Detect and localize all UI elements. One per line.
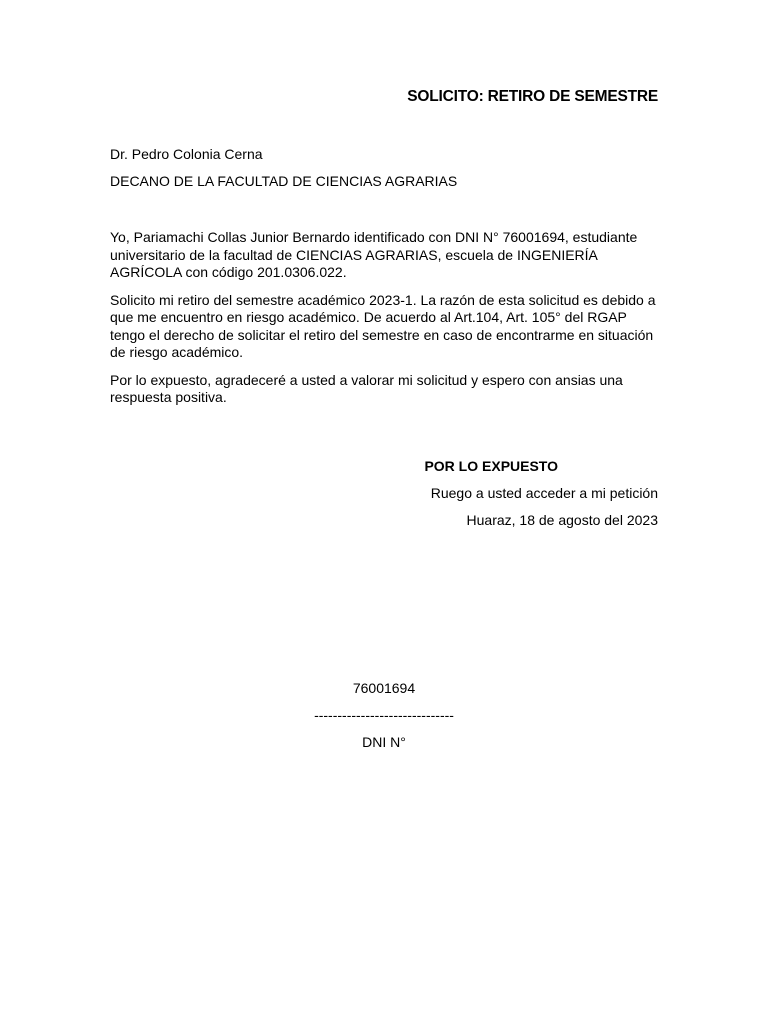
closing-block: [424, 458, 658, 529]
letter-body: [110, 229, 660, 417]
body-paragraph-conclusion: Por lo expuesto, agradeceré a usted a valorar mi solicitud y espero con ansias una respuesta positiva.: [110, 371, 623, 405]
letter-subject: SOLICITO: RETIRO DE SEMESTRE: [407, 88, 658, 105]
body-paragraph-identification: Yo, Pariamachi Collas Junior Bernardo identificado con DNI N° 76001694, estudiante universitario de la facultad de CIENCIAS AGRARIAS, escuela de INGENIERÍA AGRÍCOLA con código 201.0306.022.: [110, 229, 638, 280]
body-paragraph-request: Solicito mi retiro del semestre académico 2023-1. La razón de esta solicitud es debido a que me encuentro en riesgo académico. De acuerdo al Art.104, Art. 105° del RGAP tengo el derecho de solicitar el retiro del semestre en caso de encontrarme en situación de riesgo académico.: [110, 291, 656, 360]
signature-label: DNI N°: [362, 734, 406, 750]
closing-heading: POR LO EXPUESTO: [424, 458, 558, 474]
addressee-name: Dr. Pedro Colonia Cerna: [110, 146, 263, 162]
closing-request: Ruego a usted acceder a mi petición: [430, 485, 658, 501]
signature-number: 76001694: [352, 680, 416, 696]
signature-line: ------------------------------: [314, 707, 454, 723]
closing-place-date: Huaraz, 18 de agosto del 2023: [466, 512, 658, 528]
addressee-title: DECANO DE LA FACULTAD DE CIENCIAS AGRARIAS: [110, 173, 458, 189]
signature-block: [0, 680, 768, 751]
